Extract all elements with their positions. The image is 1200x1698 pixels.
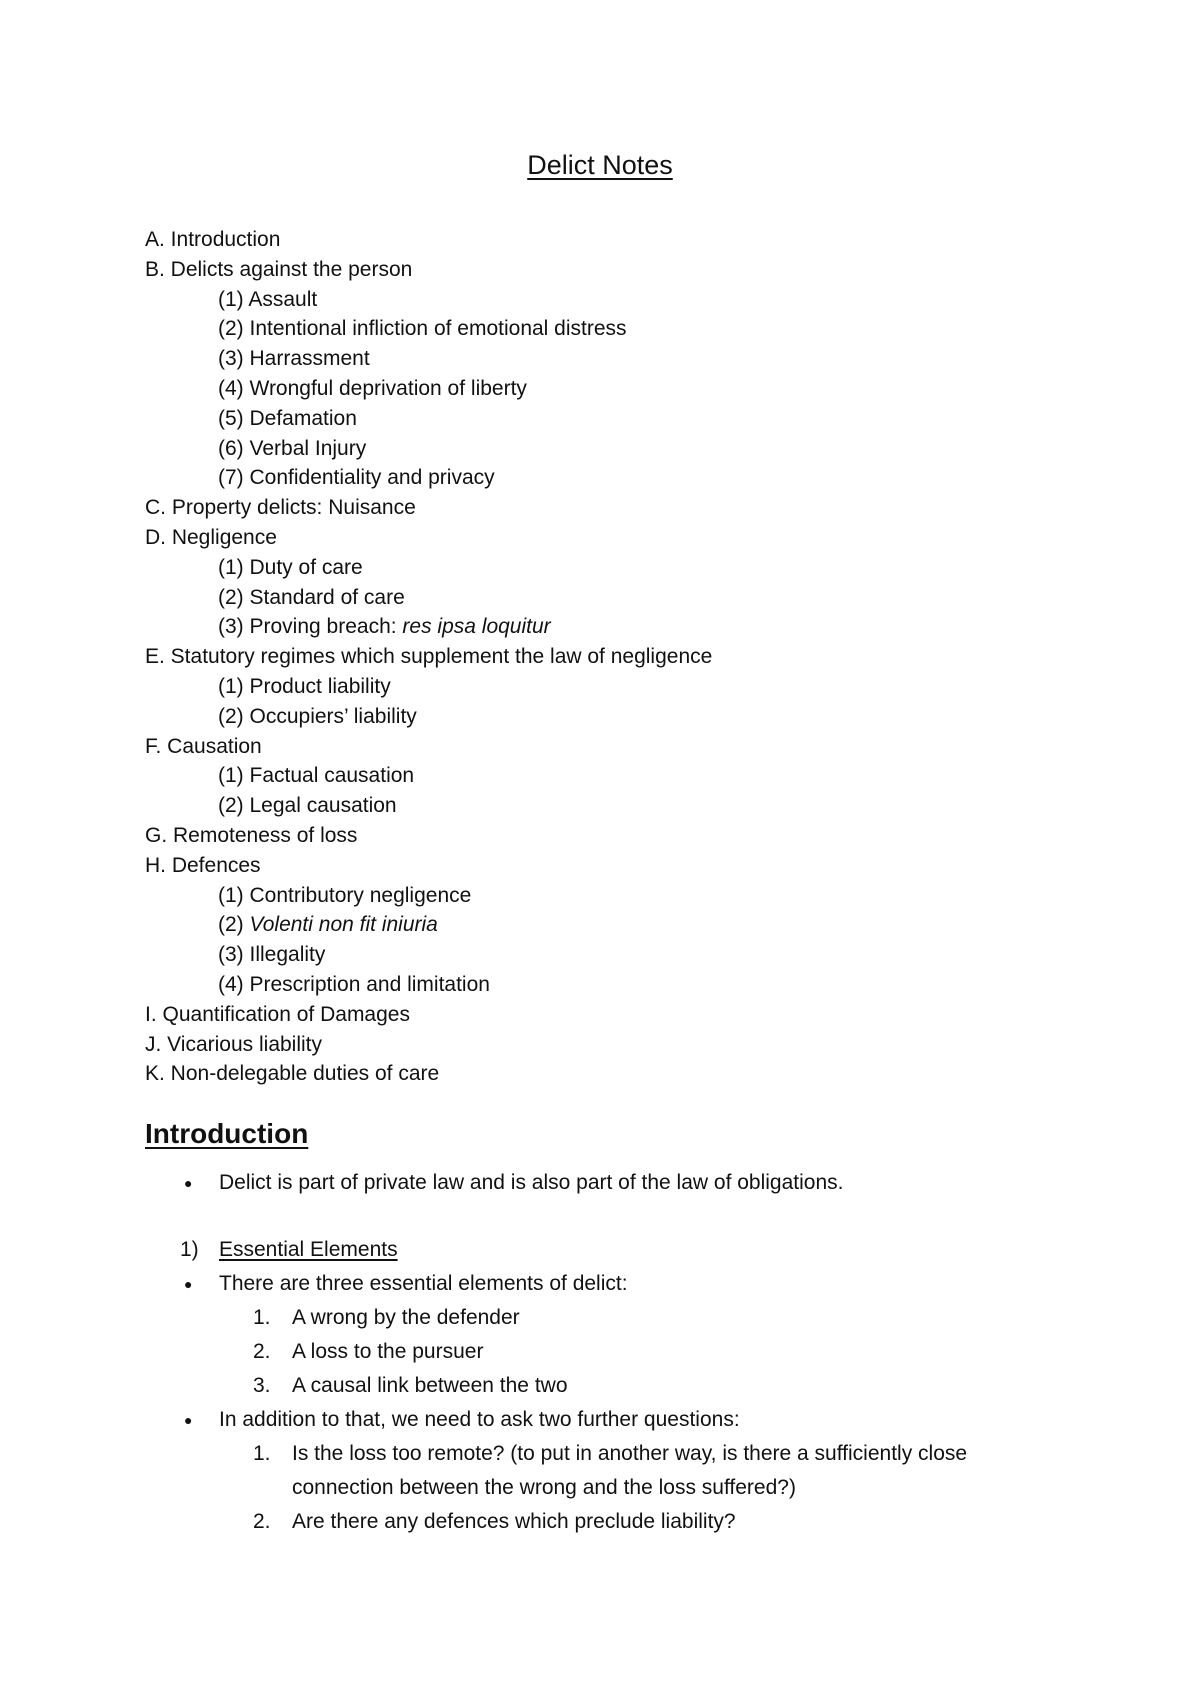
list-number: 2. bbox=[253, 1340, 271, 1363]
toc-subitem bbox=[145, 404, 1145, 434]
list-number: 3. bbox=[253, 1374, 271, 1397]
toc-item bbox=[145, 255, 1145, 285]
subsection-number: 1) bbox=[180, 1238, 199, 1261]
toc-item bbox=[145, 642, 1145, 672]
list-item: Is the loss too remote? (to put in another way, is there a sufficiently close bbox=[292, 1442, 968, 1465]
toc-item-text: G. Remoteness of loss bbox=[145, 823, 358, 847]
list-number: 1. bbox=[253, 1306, 271, 1329]
toc-item-text: F. Causation bbox=[145, 734, 262, 758]
toc-item bbox=[145, 225, 1145, 255]
subsection-title: Essential Elements bbox=[219, 1238, 398, 1261]
toc-item bbox=[145, 732, 1145, 762]
toc-item-italic-text: res ipsa loquitur bbox=[402, 615, 551, 639]
toc-subitem bbox=[145, 672, 1145, 702]
toc-subitem bbox=[145, 583, 1145, 613]
toc-item-italic-text: Volenti non fit iniuria bbox=[249, 913, 438, 937]
toc-item-text: B. Delicts against the person bbox=[145, 257, 413, 281]
toc-item-text: J. Vicarious liability bbox=[145, 1032, 323, 1056]
toc-item-text: (2) Occupiers’ liability bbox=[218, 704, 417, 728]
toc-item bbox=[145, 851, 1145, 881]
toc-item-text: (5) Defamation bbox=[218, 406, 357, 430]
toc-item bbox=[145, 493, 1145, 523]
toc-item-text: (2) bbox=[218, 913, 250, 937]
toc-item-text: (2) Standard of care bbox=[218, 585, 405, 609]
toc-item-text: (3) Illegality bbox=[218, 943, 326, 967]
toc-item-text: D. Negligence bbox=[145, 525, 277, 549]
toc-item bbox=[145, 821, 1145, 851]
list-item: A causal link between the two bbox=[292, 1374, 568, 1397]
toc-subitem bbox=[145, 285, 1145, 315]
toc-subitem bbox=[145, 612, 1145, 642]
bullet-text: In addition to that, we need to ask two further questions: bbox=[219, 1408, 740, 1431]
toc-item-text: (2) Intentional infliction of emotional distress bbox=[218, 317, 627, 341]
list-item: A loss to the pursuer bbox=[292, 1340, 484, 1363]
list-number: 1. bbox=[253, 1442, 271, 1465]
toc-item-text: H. Defences bbox=[145, 853, 261, 877]
toc-item-text: C. Property delicts: Nuisance bbox=[145, 496, 416, 520]
toc-item-text: (4) Wrongful deprivation of liberty bbox=[218, 376, 527, 400]
toc-subitem bbox=[145, 940, 1145, 970]
toc-item-text: (4) Prescription and limitation bbox=[218, 972, 490, 996]
toc-item-text: (7) Confidentiality and privacy bbox=[218, 466, 495, 490]
table-of-contents bbox=[145, 225, 1145, 1089]
bullet-icon: ● bbox=[184, 1276, 193, 1292]
toc-item bbox=[145, 523, 1145, 553]
toc-subitem bbox=[145, 791, 1145, 821]
toc-subitem bbox=[145, 970, 1145, 1000]
toc-subitem bbox=[145, 434, 1145, 464]
list-number: 2. bbox=[253, 1510, 271, 1533]
toc-item-text: (6) Verbal Injury bbox=[218, 436, 367, 460]
toc-subitem bbox=[145, 910, 1145, 940]
bullet-icon: ● bbox=[184, 1412, 193, 1428]
toc-subitem bbox=[145, 702, 1145, 732]
toc-subitem bbox=[145, 374, 1145, 404]
toc-subitem bbox=[145, 314, 1145, 344]
toc-subitem bbox=[145, 761, 1145, 791]
toc-subitem bbox=[145, 553, 1145, 583]
toc-item-text: (1) Assault bbox=[218, 287, 318, 311]
toc-item bbox=[145, 1030, 1145, 1060]
toc-item-text: K. Non-delegable duties of care bbox=[145, 1062, 440, 1086]
toc-item-text: (1) Duty of care bbox=[218, 555, 363, 579]
toc-item-text: (3) Proving breach: bbox=[218, 615, 403, 639]
toc-item-text: A. Introduction bbox=[145, 228, 281, 251]
toc-subitem bbox=[145, 344, 1145, 374]
toc-item-text: I. Quantification of Damages bbox=[145, 1002, 410, 1026]
toc-item bbox=[145, 1000, 1145, 1030]
toc-item-text: (1) Product liability bbox=[218, 674, 391, 698]
toc-item-text: (1) Factual causation bbox=[218, 764, 415, 788]
toc-item-text: (1) Contributory negligence bbox=[218, 883, 472, 907]
list-item: Are there any defences which preclude liability? bbox=[292, 1510, 736, 1533]
toc-item-text: (2) Legal causation bbox=[218, 794, 397, 818]
section-heading-introduction: Introduction bbox=[145, 1118, 309, 1149]
toc-subitem bbox=[145, 463, 1145, 493]
toc-subitem bbox=[145, 881, 1145, 911]
bullet-icon: ● bbox=[184, 1175, 193, 1191]
toc-item bbox=[145, 1059, 1145, 1089]
bullet-text: There are three essential elements of delict: bbox=[219, 1272, 628, 1295]
list-item-continuation: connection between the wrong and the loss suffered?) bbox=[292, 1476, 796, 1499]
document-title: Delict Notes bbox=[527, 150, 673, 180]
toc-item-text: (3) Harrassment bbox=[218, 347, 370, 371]
bullet-text: Delict is part of private law and is also part of the law of obligations. bbox=[219, 1171, 844, 1194]
toc-item-text: E. Statutory regimes which supplement the law of negligence bbox=[145, 645, 713, 669]
list-item: A wrong by the defender bbox=[292, 1306, 520, 1329]
